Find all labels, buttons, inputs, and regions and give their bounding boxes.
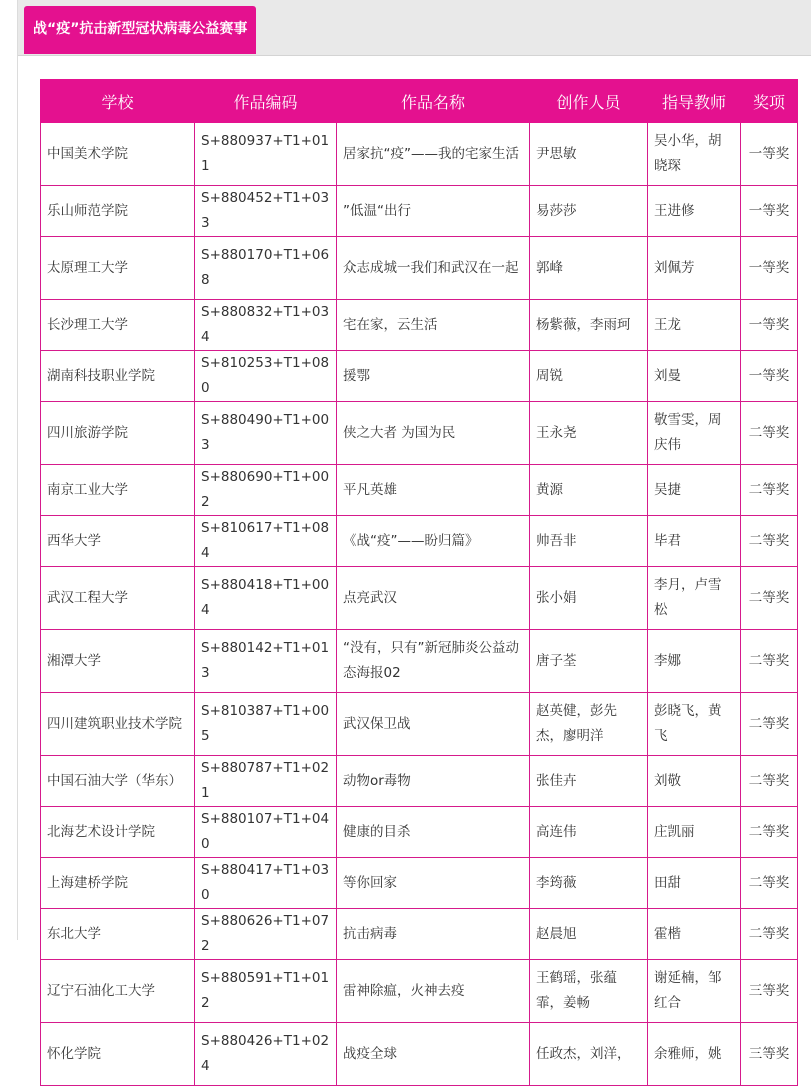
cell-code: S+880490+T1+003 (195, 402, 337, 465)
cell-award: 二等奖 (741, 756, 798, 807)
cell-title: 平凡英雄 (337, 465, 530, 516)
cell-school: 湘潭大学 (41, 630, 195, 693)
cell-award: 一等奖 (741, 123, 798, 186)
cell-award: 二等奖 (741, 465, 798, 516)
cell-school: 湖南科技职业学院 (41, 351, 195, 402)
cell-title: 《战“疫”——盼归篇》 (337, 516, 530, 567)
tab-competition[interactable]: 战“疫”抗击新型冠状病毒公益赛事 (24, 6, 256, 54)
table-header-row (41, 80, 798, 123)
cell-creators: 周锐 (530, 351, 648, 402)
cell-award: 二等奖 (741, 858, 798, 909)
cell-advisors: 刘敬 (648, 756, 741, 807)
cell-code: S+880452+T1+033 (195, 186, 337, 237)
cell-award: 二等奖 (741, 909, 798, 960)
table-row (41, 123, 798, 186)
cell-advisors: 敬雪雯，周庆伟 (648, 402, 741, 465)
cell-advisors: 田甜 (648, 858, 741, 909)
table-row (41, 858, 798, 909)
cell-title: 宅在家，云生活 (337, 300, 530, 351)
cell-code: S+880787+T1+021 (195, 756, 337, 807)
cell-code: S+880417+T1+030 (195, 858, 337, 909)
cell-advisors: 吴小华，胡晓琛 (648, 123, 741, 186)
cell-advisors: 王进修 (648, 186, 741, 237)
cell-creators: 赵晨旭 (530, 909, 648, 960)
cell-advisors: 刘曼 (648, 351, 741, 402)
table-row (41, 300, 798, 351)
cell-creators: 王永尧 (530, 402, 648, 465)
cell-school: 北海艺术设计学院 (41, 807, 195, 858)
cell-school: 乐山师范学院 (41, 186, 195, 237)
cell-school: 怀化学院 (41, 1023, 195, 1086)
cell-advisors: 刘佩芳 (648, 237, 741, 300)
cell-award: 一等奖 (741, 186, 798, 237)
cell-school: 西华大学 (41, 516, 195, 567)
cell-title: 动物or毒物 (337, 756, 530, 807)
cell-advisors: 庄凯丽 (648, 807, 741, 858)
cell-creators: 高连伟 (530, 807, 648, 858)
table-row (41, 756, 798, 807)
column-header-creators: 创作人员 (530, 80, 648, 123)
cell-award: 二等奖 (741, 630, 798, 693)
cell-advisors: 余雅师，姚 (648, 1023, 741, 1086)
cell-creators: 郭峰 (530, 237, 648, 300)
results-table (40, 79, 798, 1086)
cell-award: 一等奖 (741, 351, 798, 402)
column-header-school: 学校 (41, 80, 195, 123)
cell-code: S+880690+T1+002 (195, 465, 337, 516)
cell-title: 众志成城一我们和武汉在一起 (337, 237, 530, 300)
cell-code: S+810253+T1+080 (195, 351, 337, 402)
cell-advisors: 吴捷 (648, 465, 741, 516)
cell-creators: 易莎莎 (530, 186, 648, 237)
cell-award: 二等奖 (741, 567, 798, 630)
cell-advisors: 谢延楠，邹红合 (648, 960, 741, 1023)
table-row (41, 465, 798, 516)
cell-school: 长沙理工大学 (41, 300, 195, 351)
cell-title: ”低温“出行 (337, 186, 530, 237)
cell-code: S+880426+T1+024 (195, 1023, 337, 1086)
cell-school: 上海建桥学院 (41, 858, 195, 909)
cell-school: 太原理工大学 (41, 237, 195, 300)
cell-title: 武汉保卫战 (337, 693, 530, 756)
cell-advisors: 王龙 (648, 300, 741, 351)
cell-school: 武汉工程大学 (41, 567, 195, 630)
column-header-advisors: 指导教师 (648, 80, 741, 123)
cell-creators: 赵英健，彭先杰，廖明洋 (530, 693, 648, 756)
cell-title: 雷神除瘟，火神去疫 (337, 960, 530, 1023)
column-header-title: 作品名称 (337, 80, 530, 123)
cell-creators: 帅吾非 (530, 516, 648, 567)
cell-title: 等你回家 (337, 858, 530, 909)
cell-advisors: 毕君 (648, 516, 741, 567)
cell-title: 战疫全球 (337, 1023, 530, 1086)
cell-creators: 张小娟 (530, 567, 648, 630)
table-row (41, 960, 798, 1023)
cell-advisors: 李娜 (648, 630, 741, 693)
cell-code: S+880832+T1+034 (195, 300, 337, 351)
cell-creators: 任政杰，刘洋， (530, 1023, 648, 1086)
cell-title: 援鄂 (337, 351, 530, 402)
table-row (41, 186, 798, 237)
cell-title: 点亮武汉 (337, 567, 530, 630)
cell-award: 二等奖 (741, 516, 798, 567)
tab-bar (18, 0, 811, 56)
table-row (41, 909, 798, 960)
cell-award: 二等奖 (741, 693, 798, 756)
cell-title: “没有，只有”新冠肺炎公益动态海报02 (337, 630, 530, 693)
table-row (41, 516, 798, 567)
table-row (41, 807, 798, 858)
cell-title: 侠之大者 为国为民 (337, 402, 530, 465)
cell-code: S+880107+T1+040 (195, 807, 337, 858)
cell-creators: 黄源 (530, 465, 648, 516)
cell-creators: 李筠薇 (530, 858, 648, 909)
cell-code: S+880418+T1+004 (195, 567, 337, 630)
cell-creators: 张佳卉 (530, 756, 648, 807)
cell-code: S+880170+T1+068 (195, 237, 337, 300)
cell-award: 二等奖 (741, 402, 798, 465)
cell-school: 中国美术学院 (41, 123, 195, 186)
cell-advisors: 霍楷 (648, 909, 741, 960)
cell-code: S+810617+T1+084 (195, 516, 337, 567)
cell-school: 四川建筑职业技术学院 (41, 693, 195, 756)
cell-title: 居家抗“疫”——我的宅家生活 (337, 123, 530, 186)
cell-title: 健康的目杀 (337, 807, 530, 858)
column-header-code: 作品编码 (195, 80, 337, 123)
content-left-border (17, 0, 18, 940)
cell-advisors: 李月，卢雪松 (648, 567, 741, 630)
cell-school: 东北大学 (41, 909, 195, 960)
cell-code: S+880142+T1+013 (195, 630, 337, 693)
cell-school: 四川旅游学院 (41, 402, 195, 465)
cell-award: 一等奖 (741, 300, 798, 351)
table-row (41, 693, 798, 756)
cell-award: 一等奖 (741, 237, 798, 300)
table-row (41, 1023, 798, 1086)
cell-award: 三等奖 (741, 960, 798, 1023)
cell-code: S+880937+T1+011 (195, 123, 337, 186)
cell-school: 南京工业大学 (41, 465, 195, 516)
cell-school: 辽宁石油化工大学 (41, 960, 195, 1023)
cell-award: 三等奖 (741, 1023, 798, 1086)
cell-creators: 唐子荃 (530, 630, 648, 693)
cell-code: S+880591+T1+012 (195, 960, 337, 1023)
cell-advisors: 彭晓飞，黄飞 (648, 693, 741, 756)
table-row (41, 630, 798, 693)
cell-school: 中国石油大学（华东） (41, 756, 195, 807)
cell-creators: 王鹤瑶，张蕴霏，姜畅 (530, 960, 648, 1023)
table-row (41, 351, 798, 402)
table-row (41, 237, 798, 300)
cell-award: 二等奖 (741, 807, 798, 858)
cell-title: 抗击病毒 (337, 909, 530, 960)
cell-creators: 杨紫薇，李雨珂 (530, 300, 648, 351)
cell-creators: 尹思敏 (530, 123, 648, 186)
column-header-award: 奖项 (741, 80, 798, 123)
table-row (41, 567, 798, 630)
results-table-container[interactable] (40, 79, 797, 1086)
cell-code: S+810387+T1+005 (195, 693, 337, 756)
cell-code: S+880626+T1+072 (195, 909, 337, 960)
table-row (41, 402, 798, 465)
